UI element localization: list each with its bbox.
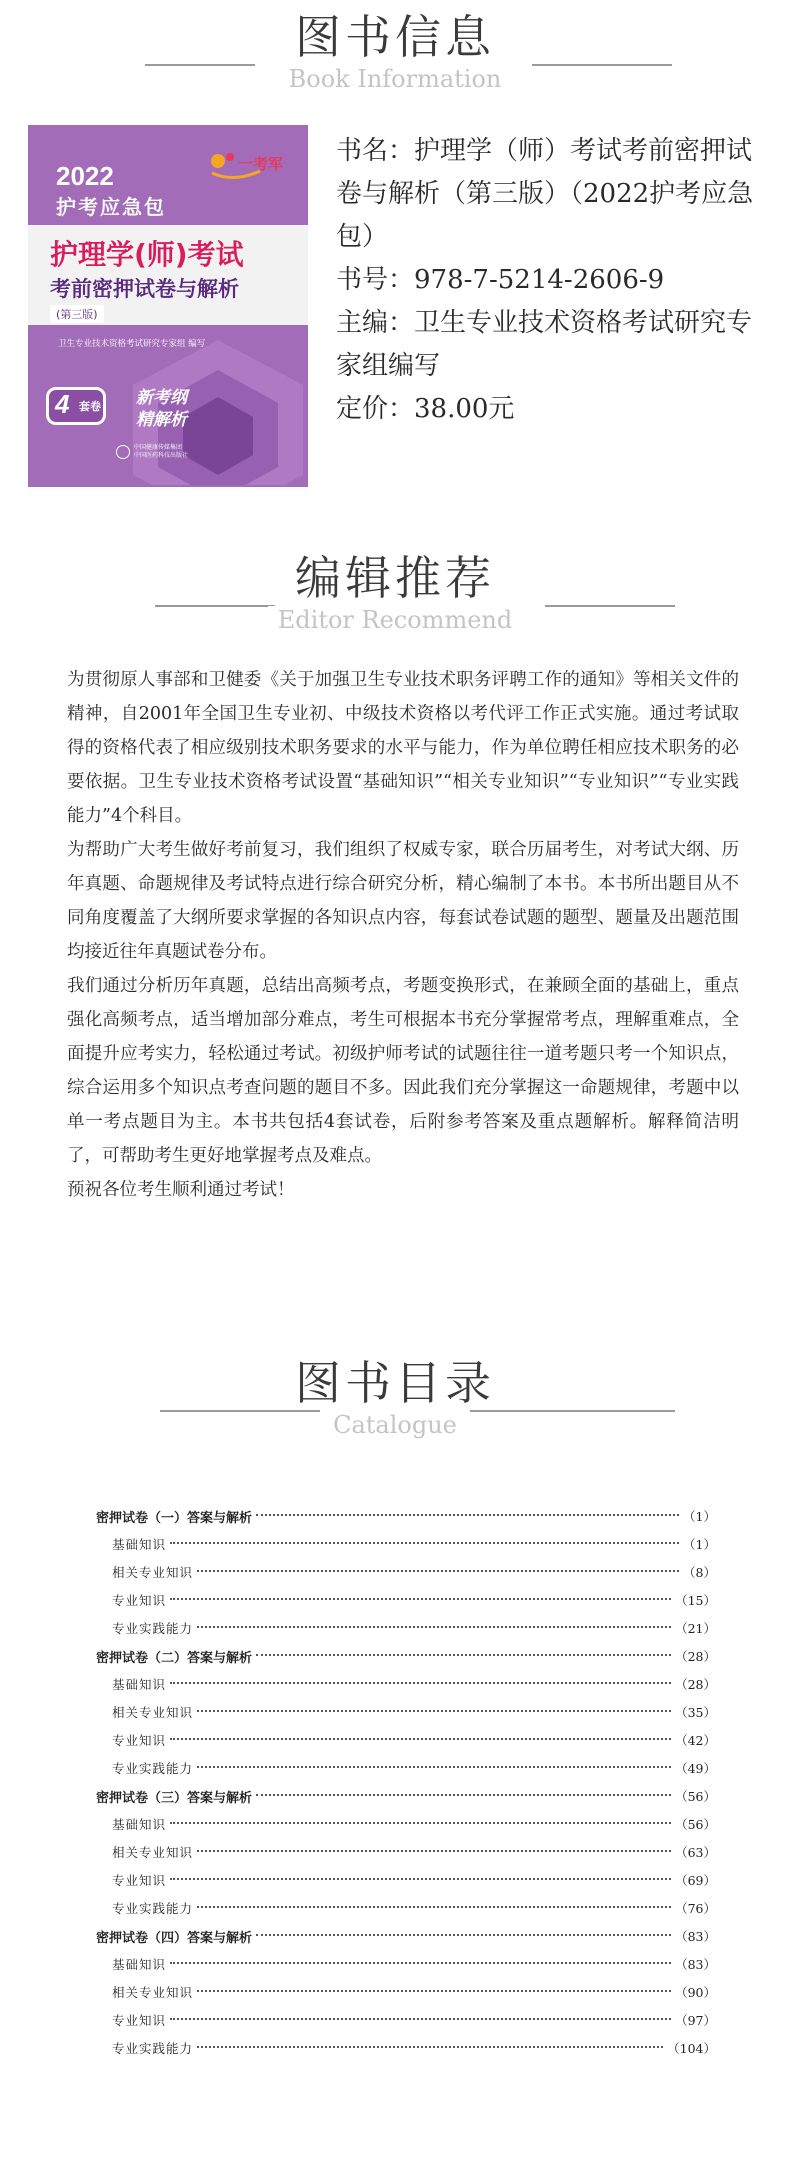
toc-label: 专业知识 — [112, 2011, 170, 2029]
cover-author: 卫生专业技术资格考试研究专家组 编写 — [58, 339, 206, 349]
toc-page-number: （97） — [675, 2013, 716, 2028]
toc-leader-dots — [256, 1654, 671, 1656]
toc-chapter-row — [96, 1642, 716, 1670]
recommend-paragraph: 预祝各位考生顺利通过考试！ — [67, 1180, 295, 1200]
toc-section-row — [96, 1530, 716, 1558]
toc-chapter-row — [96, 1782, 716, 1810]
catalogue-title: 图书目录 — [295, 1356, 495, 1410]
toc-leader-dots — [170, 2018, 671, 2020]
toc-page-number: （56） — [675, 1789, 716, 1804]
book-info-title: 图书信息 — [295, 10, 495, 64]
heading-rule-left — [145, 64, 255, 66]
toc-leader-dots — [256, 1934, 671, 1936]
toc-label: 相关专业知识 — [112, 1563, 197, 1581]
toc-leader-dots — [170, 1542, 679, 1544]
toc-page-number: （104） — [667, 2041, 716, 2056]
catalogue-heading — [0, 1356, 790, 1440]
toc-section-row — [96, 1754, 716, 1782]
toc-page-number: （42） — [675, 1733, 716, 1748]
toc-section-row — [96, 1838, 716, 1866]
toc-leader-dots — [197, 1710, 671, 1712]
toc-leader-dots — [170, 1878, 671, 1880]
toc-section-row — [96, 1614, 716, 1642]
catalogue-subtitle: Catalogue — [323, 1411, 467, 1439]
toc-label: 密押试卷（二）答案与解析 — [96, 1647, 256, 1666]
toc-leader-dots — [197, 1766, 671, 1768]
heading-rule-right — [545, 605, 675, 607]
toc-label: 密押试卷（三）答案与解析 — [96, 1787, 256, 1806]
heading-rule-left — [160, 1410, 320, 1412]
toc-section-row — [96, 1586, 716, 1614]
cover-title-line1: 护理学(师)考试 — [50, 238, 244, 271]
publisher-logo-icon — [204, 145, 284, 185]
toc-page-number: （49） — [675, 1761, 716, 1776]
book-price: 定价：38.00元 — [336, 394, 515, 424]
toc-label: 专业知识 — [112, 1591, 170, 1609]
toc-leader-dots — [197, 1570, 679, 1572]
toc-section-row — [96, 2034, 716, 2062]
editor-title: 编辑推荐 — [295, 551, 495, 605]
toc-label: 专业知识 — [112, 1871, 170, 1889]
toc-leader-dots — [197, 1850, 671, 1852]
toc-label: 专业实践能力 — [112, 1899, 197, 1917]
toc-page-number: （15） — [675, 1593, 716, 1608]
toc-page-number: （1） — [683, 1509, 716, 1524]
toc-section-row — [96, 1698, 716, 1726]
toc-page-number: （83） — [675, 1929, 716, 1944]
cover-publisher: 中国健康传媒集团 中国医药科技出版社 — [134, 444, 189, 459]
editor-subtitle: Editor Recommend — [268, 606, 522, 634]
toc-label: 基础知识 — [112, 1955, 170, 1973]
toc-section-row — [96, 1810, 716, 1838]
cover-slogan-1: 新考纲 — [136, 388, 187, 408]
toc-section-row — [96, 1726, 716, 1754]
toc-section-row — [96, 1558, 716, 1586]
toc-page-number: （8） — [683, 1565, 716, 1580]
toc-label: 专业实践能力 — [112, 2039, 197, 2057]
toc-section-row — [96, 1950, 716, 1978]
table-of-contents — [96, 1502, 716, 2062]
toc-page-number: （90） — [675, 1985, 716, 2000]
toc-leader-dots — [197, 1906, 671, 1908]
publisher-seal-icon — [116, 445, 130, 459]
book-info-details — [336, 130, 776, 431]
toc-label: 密押试卷（四）答案与解析 — [96, 1927, 256, 1946]
cover-slogan-2: 精解析 — [136, 410, 187, 430]
toc-label: 基础知识 — [112, 1535, 170, 1553]
svg-text:一考军: 一考军 — [238, 155, 284, 173]
toc-label: 专业实践能力 — [112, 1619, 197, 1637]
toc-section-row — [96, 1866, 716, 1894]
toc-leader-dots — [256, 1794, 671, 1796]
toc-label: 基础知识 — [112, 1815, 170, 1833]
heading-rule-right — [470, 1410, 675, 1412]
editor-recommend-text — [67, 663, 739, 1207]
recommend-paragraph: 为帮助广大考生做好考前复习，我们组织了权威专家，联合历届考生，对考试大纲、历年真题、命题规律及考试特点进行综合研究分析，精心编制了本书。本书所出题目从不同角度覆盖了大纲所要求掌握的各知识点内容，每套试卷试题的题型、题量及出题范围均接近往年真题试卷分布。 — [67, 840, 739, 962]
book-info-heading — [0, 10, 790, 94]
heading-rule-right — [532, 64, 672, 66]
cover-edition: (第三版) — [50, 305, 104, 323]
heading-rule-left — [155, 605, 275, 607]
book-info-subtitle: Book Information — [279, 65, 512, 93]
toc-section-row — [96, 1670, 716, 1698]
toc-section-row — [96, 2006, 716, 2034]
toc-leader-dots — [170, 1738, 671, 1740]
toc-label: 相关专业知识 — [112, 1983, 197, 2001]
toc-label: 基础知识 — [112, 1675, 170, 1693]
toc-page-number: （69） — [675, 1873, 716, 1888]
toc-page-number: （28） — [675, 1677, 716, 1692]
toc-label: 密押试卷（一）答案与解析 — [96, 1507, 256, 1526]
book-cover-image — [28, 125, 308, 487]
toc-leader-dots — [197, 1990, 671, 1992]
toc-leader-dots — [197, 2046, 663, 2048]
cover-badge-text: 套卷 — [79, 400, 101, 413]
book-isbn: 书号：978-7-5214-2606-9 — [336, 265, 665, 295]
editor-heading — [0, 551, 790, 635]
toc-chapter-row — [96, 1922, 716, 1950]
toc-page-number: （83） — [675, 1957, 716, 1972]
cover-pack: 护考应急包 — [56, 195, 166, 219]
toc-leader-dots — [170, 1682, 671, 1684]
toc-leader-dots — [170, 1598, 671, 1600]
cover-year: 2022 — [56, 161, 114, 191]
toc-page-number: （63） — [675, 1845, 716, 1860]
toc-page-number: （21） — [675, 1621, 716, 1636]
toc-label: 专业知识 — [112, 1731, 170, 1749]
toc-chapter-row — [96, 1502, 716, 1530]
toc-page-number: （56） — [675, 1817, 716, 1832]
cover-badge-number: 4 — [55, 389, 70, 419]
toc-label: 相关专业知识 — [112, 1703, 197, 1721]
recommend-paragraph: 我们通过分析历年真题，总结出高频考点，考题变换形式，在兼顾全面的基础上，重点强化高频考点，适当增加部分难点，考生可根据本书充分掌握常考点，理解重难点，全面提升应考实力，轻松通过考试。初级护师考试的试题往往一道考题只考一个知识点，综合运用多个知识点考查问题的题目不多。因此我们充分掌握这一命题规律，考题中以单一考点题目为主。本书共包括4套试卷，后附参考答案及重点题解析。解释简洁明了，可帮助考生更好地掌握考点及难点。 — [67, 976, 739, 1166]
toc-page-number: （35） — [675, 1705, 716, 1720]
recommend-paragraph: 为贯彻原人事部和卫健委《关于加强卫生专业技术职务评聘工作的通知》等相关文件的精神，自2001年全国卫生专业初、中级技术资格以考代评工作正式实施。通过考试取得的资格代表了相应级别技术职务要求的水平与能力，作为单位聘任相应技术职务的必要依据。卫生专业技术资格考试设置“基础知识”“相关专业知识”“专业知识”“专业实践能力”4个科目。 — [67, 670, 739, 826]
cover-title-line2: 考前密押试卷与解析 — [50, 277, 239, 301]
toc-leader-dots — [170, 1822, 671, 1824]
toc-leader-dots — [170, 1962, 671, 1964]
toc-leader-dots — [197, 1626, 671, 1628]
book-editor: 主编：卫生专业技术资格考试研究专家组编写 — [336, 308, 753, 381]
toc-page-number: （28） — [675, 1649, 716, 1664]
toc-page-number: （76） — [675, 1901, 716, 1916]
toc-label: 相关专业知识 — [112, 1843, 197, 1861]
toc-label: 专业实践能力 — [112, 1759, 197, 1777]
book-name: 书名：护理学（师）考试考前密押试卷与解析（第三版）（2022护考应急包） — [336, 136, 754, 252]
toc-section-row — [96, 1894, 716, 1922]
toc-section-row — [96, 1978, 716, 2006]
toc-page-number: （1） — [683, 1537, 716, 1552]
toc-leader-dots — [256, 1514, 679, 1516]
